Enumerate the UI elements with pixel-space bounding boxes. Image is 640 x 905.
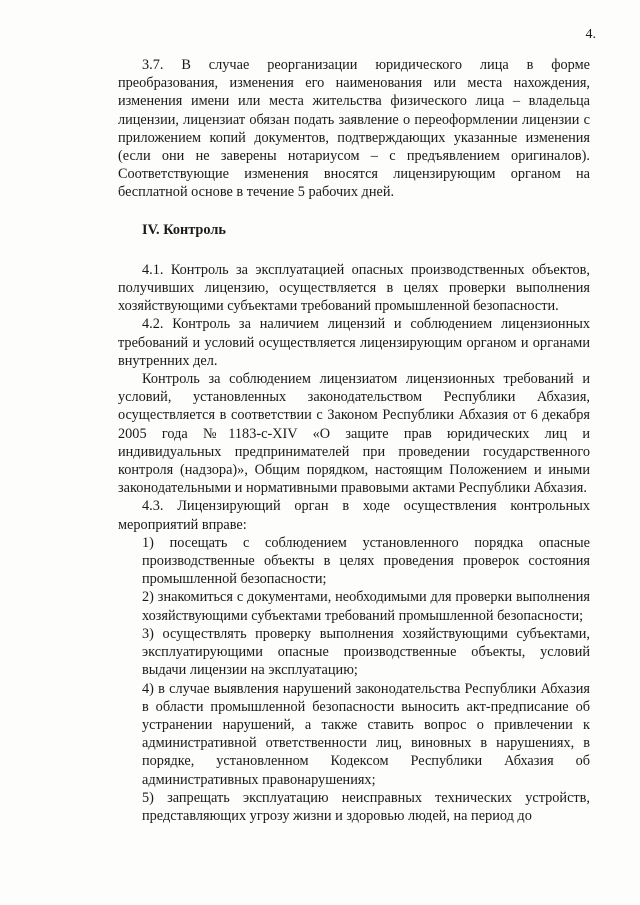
list-item-3: 3) осуществлять проверку выполнения хозяйствующими субъектами, эксплуатирующими опасные производственные объекты, условий выдачи лицензии на эксплуатацию; [142,625,590,679]
list-item-1: 1) посещать с соблюдением установленного порядка опасные производственные объекты в целях проведения проверок состояния промышленной безопасности; [142,534,590,588]
paragraph-4-1: 4.1. Контроль за эксплуатацией опасных производственных объектов, получивших лицензию, осуществляется в целях проверки выполнения хозяйствующими субъектами требований промышленной безопасности. [118,261,590,315]
paragraph-4-2: 4.2. Контроль за наличием лицензий и соблюдением лицензионных требований и условий осуществляется лицензирующим органом и органами внутренних дел. [118,316,590,369]
page-number: 4. [585,27,596,42]
paragraph-control: Контроль за соблюдением лицензиатом лицензионных требований и условий, установленных законодательством Республики Абхазия, осуществляется в соответствии с Законом Республики Абхазия от 6 декабря 2005 года №1183-с-XIV «О защите прав юридических лиц и индивидуальных предпринимателей при проведении государственного контроля (надзора)», Общим порядком, настоящим Положением и иными законодательными и нормативными правовыми актами Республики Абхазия. [118,371,590,497]
paragraph-4-3: 4.3. Лицензирующий орган в ходе осуществления контрольных мероприятий вправе: [118,498,590,533]
list-item-2: 2) знакомиться с документами, необходимыми для проверки выполнения хозяйствующими субъектами требований промышленной безопасности; [142,589,590,624]
document-body [118,56,590,825]
list-item-5: 5) запрещать эксплуатацию неисправных технических устройств, представляющих угрозу жизни и здоровью людей, на период до [142,789,590,824]
section-heading-iv: IV. Контроль [142,221,226,238]
list-item-4: 4) в случае выявления нарушений законодательства Республики Абхазия в области промышленной безопасности выносить акт-предписание об устранении нарушений, а также ставить вопрос о привлечении к административной ответственности лиц, виновных в нарушениях, в порядке, установленном Кодексом Республики Абхазия об административных правонарушениях; [142,680,590,788]
paragraph-3-7: 3.7. В случае реорганизации юридического лица в форме преобразования, изменения его наименования или места нахождения, изменения имени или места жительства физического лица – владельца лицензии, лицензиат обязан подать заявление о переоформлении лицензии с приложением копий документов, подтверждающих указанные изменения (если они не заверены нотариусом – с предъявлением оригиналов). Соответствующие изменения вносятся лицензирующим органом на бесплатной основе в течение 5 рабочих дней. [118,57,590,201]
